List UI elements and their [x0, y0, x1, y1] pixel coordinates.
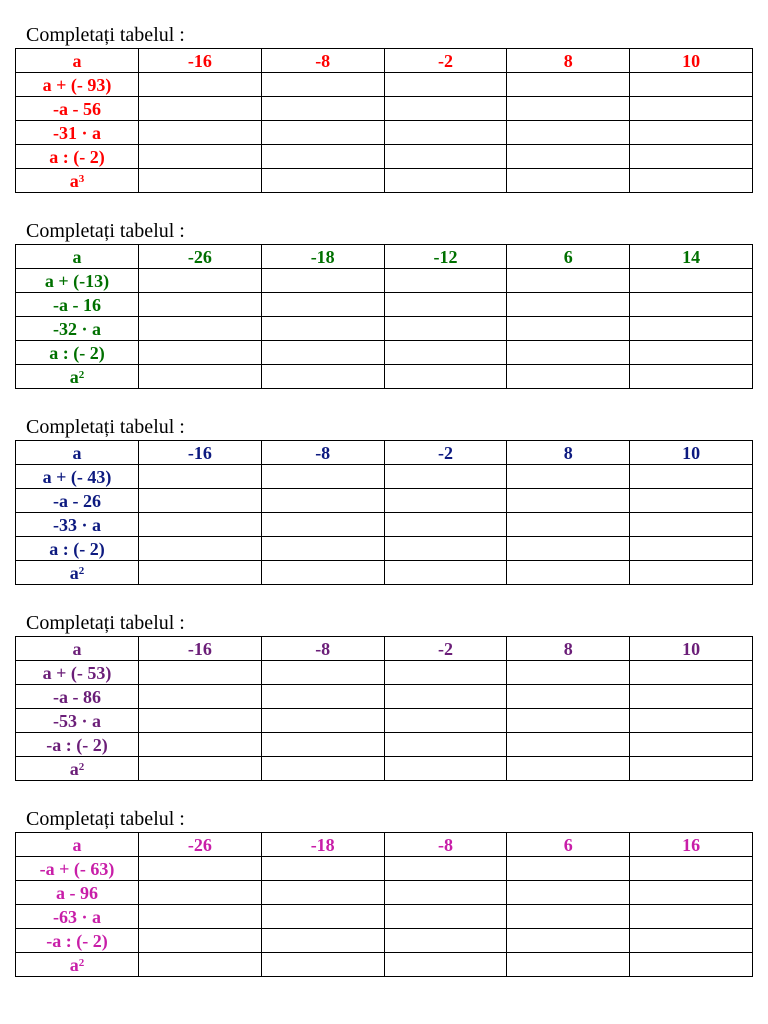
answer-cell[interactable]	[384, 97, 507, 121]
answer-cell[interactable]	[384, 489, 507, 513]
answer-cell[interactable]	[507, 293, 630, 317]
answer-cell[interactable]	[507, 537, 630, 561]
answer-cell[interactable]	[139, 121, 262, 145]
answer-cell[interactable]	[139, 341, 262, 365]
expression-text: -32 · a	[53, 318, 101, 339]
expression-text: -31 · a	[53, 122, 101, 143]
answer-cell[interactable]	[507, 317, 630, 341]
expression-text: -a - 16	[53, 294, 101, 315]
exercise-block	[15, 612, 752, 781]
exponent: 2	[78, 956, 85, 969]
expression-text: a	[69, 758, 79, 779]
answer-cell[interactable]	[139, 317, 262, 341]
answer-cell[interactable]	[261, 561, 384, 585]
header-value-cell: 10	[630, 49, 753, 73]
exponent: 2	[78, 564, 85, 577]
exercise-title: Completați tabelul :	[26, 220, 185, 242]
answer-cell[interactable]	[139, 513, 262, 537]
table-row	[16, 489, 753, 513]
header-value-cell: 6	[507, 833, 630, 857]
exercise-block	[15, 808, 752, 977]
exercise-block	[15, 416, 752, 585]
answer-cell[interactable]	[139, 661, 262, 685]
answer-cell[interactable]	[384, 661, 507, 685]
expression-cell	[16, 757, 139, 781]
answer-cell[interactable]	[139, 73, 262, 97]
answer-cell[interactable]	[384, 857, 507, 881]
expression-cell	[16, 685, 139, 709]
table-row	[16, 97, 753, 121]
answer-cell[interactable]	[139, 465, 262, 489]
answer-cell[interactable]	[507, 661, 630, 685]
answer-cell[interactable]	[384, 341, 507, 365]
answer-cell[interactable]	[630, 881, 753, 905]
expression-text: a	[69, 562, 79, 583]
answer-cell[interactable]	[630, 685, 753, 709]
table-header-row	[16, 245, 753, 269]
expression-text: a : (- 2)	[49, 342, 105, 363]
answer-cell[interactable]	[139, 365, 262, 389]
table-row	[16, 881, 753, 905]
answer-cell[interactable]	[261, 953, 384, 977]
exercise-title: Completați tabelul :	[26, 612, 185, 634]
answer-cell[interactable]	[630, 73, 753, 97]
expression-cell	[16, 73, 139, 97]
answer-cell[interactable]	[507, 929, 630, 953]
answer-cell[interactable]	[139, 685, 262, 709]
table-row	[16, 145, 753, 169]
expression-cell	[16, 929, 139, 953]
answer-cell[interactable]	[139, 953, 262, 977]
answer-cell[interactable]	[630, 465, 753, 489]
answer-cell[interactable]	[139, 537, 262, 561]
exponent: 3	[78, 172, 85, 185]
answer-cell[interactable]	[261, 341, 384, 365]
answer-cell[interactable]	[261, 73, 384, 97]
table-row	[16, 293, 753, 317]
answer-cell[interactable]	[507, 489, 630, 513]
expression-text: a : (- 2)	[49, 538, 105, 559]
answer-cell[interactable]	[630, 341, 753, 365]
answer-cell[interactable]	[507, 73, 630, 97]
header-value-cell: -16	[139, 441, 262, 465]
answer-cell[interactable]	[630, 293, 753, 317]
answer-cell[interactable]	[261, 881, 384, 905]
expression-cell	[16, 121, 139, 145]
answer-cell[interactable]	[630, 733, 753, 757]
exercise-title: Completați tabelul :	[26, 24, 185, 46]
expression-cell	[16, 317, 139, 341]
exercise-title: Completați tabelul :	[26, 416, 185, 438]
table-row	[16, 121, 753, 145]
answer-cell[interactable]	[384, 145, 507, 169]
expression-text: a + (- 93)	[42, 74, 112, 95]
expression-cell	[16, 537, 139, 561]
header-value-cell: -26	[139, 245, 262, 269]
header-value-cell: -2	[384, 441, 507, 465]
answer-cell[interactable]	[507, 269, 630, 293]
table-row	[16, 929, 753, 953]
expression-cell	[16, 293, 139, 317]
answer-cell[interactable]	[384, 269, 507, 293]
exercise-table	[15, 440, 753, 585]
answer-cell[interactable]	[630, 97, 753, 121]
exercise-table	[15, 48, 753, 193]
header-value-cell: 8	[507, 49, 630, 73]
answer-cell[interactable]	[139, 293, 262, 317]
table-row	[16, 465, 753, 489]
answer-cell[interactable]	[384, 365, 507, 389]
table-row	[16, 953, 753, 977]
answer-cell[interactable]	[630, 365, 753, 389]
exercise-block	[15, 24, 752, 193]
answer-cell[interactable]	[261, 537, 384, 561]
answer-cell[interactable]	[261, 169, 384, 193]
answer-cell[interactable]	[139, 757, 262, 781]
answer-cell[interactable]	[384, 953, 507, 977]
expression-cell	[16, 269, 139, 293]
header-label-cell: a	[16, 833, 139, 857]
answer-cell[interactable]	[261, 317, 384, 341]
answer-cell[interactable]	[139, 97, 262, 121]
answer-cell[interactable]	[507, 465, 630, 489]
answer-cell[interactable]	[384, 685, 507, 709]
answer-cell[interactable]	[139, 881, 262, 905]
table-row	[16, 513, 753, 537]
answer-cell[interactable]	[507, 365, 630, 389]
expression-text: -53 · a	[53, 710, 101, 731]
answer-cell[interactable]	[139, 929, 262, 953]
answer-cell[interactable]	[507, 905, 630, 929]
answer-cell[interactable]	[261, 905, 384, 929]
table-row	[16, 537, 753, 561]
header-value-cell: -2	[384, 637, 507, 661]
answer-cell[interactable]	[384, 709, 507, 733]
answer-cell[interactable]	[384, 561, 507, 585]
answer-cell[interactable]	[384, 733, 507, 757]
answer-cell[interactable]	[139, 857, 262, 881]
expression-cell	[16, 465, 139, 489]
answer-cell[interactable]	[384, 881, 507, 905]
answer-cell[interactable]	[261, 757, 384, 781]
header-value-cell: 10	[630, 637, 753, 661]
answer-cell[interactable]	[630, 661, 753, 685]
table-header-row	[16, 441, 753, 465]
answer-cell[interactable]	[139, 145, 262, 169]
answer-cell[interactable]	[507, 561, 630, 585]
header-value-cell: 10	[630, 441, 753, 465]
expression-text: -a + (- 63)	[39, 858, 115, 879]
exponent: 2	[78, 368, 85, 381]
answer-cell[interactable]	[261, 489, 384, 513]
answer-cell[interactable]	[630, 269, 753, 293]
answer-cell[interactable]	[507, 857, 630, 881]
header-label-cell: a	[16, 245, 139, 269]
answer-cell[interactable]	[507, 709, 630, 733]
expression-cell	[16, 905, 139, 929]
answer-cell[interactable]	[630, 513, 753, 537]
answer-cell[interactable]	[261, 929, 384, 953]
table-row	[16, 169, 753, 193]
answer-cell[interactable]	[384, 465, 507, 489]
expression-text: a + (- 43)	[42, 466, 112, 487]
header-value-cell: -8	[261, 441, 384, 465]
answer-cell[interactable]	[261, 269, 384, 293]
exercise-title: Completați tabelul :	[26, 808, 185, 830]
answer-cell[interactable]	[630, 953, 753, 977]
expression-text: a : (- 2)	[49, 146, 105, 167]
answer-cell[interactable]	[261, 293, 384, 317]
answer-cell[interactable]	[139, 709, 262, 733]
answer-cell[interactable]	[507, 121, 630, 145]
header-value-cell: 14	[630, 245, 753, 269]
answer-cell[interactable]	[384, 513, 507, 537]
answer-cell[interactable]	[630, 905, 753, 929]
expression-cell	[16, 661, 139, 685]
table-row	[16, 857, 753, 881]
exercise-block	[15, 220, 752, 389]
table-header-row	[16, 49, 753, 73]
answer-cell[interactable]	[507, 169, 630, 193]
table-header-row	[16, 833, 753, 857]
header-label-cell: a	[16, 49, 139, 73]
answer-cell[interactable]	[630, 169, 753, 193]
expression-cell	[16, 489, 139, 513]
expression-cell	[16, 97, 139, 121]
answer-cell[interactable]	[384, 73, 507, 97]
answer-cell[interactable]	[261, 857, 384, 881]
table-row	[16, 561, 753, 585]
header-value-cell: -8	[384, 833, 507, 857]
answer-cell[interactable]	[139, 169, 262, 193]
header-value-cell: 8	[507, 637, 630, 661]
answer-cell[interactable]	[507, 97, 630, 121]
answer-cell[interactable]	[261, 709, 384, 733]
answer-cell[interactable]	[384, 169, 507, 193]
header-value-cell: -18	[261, 245, 384, 269]
expression-text: -33 · a	[53, 514, 101, 535]
expression-text: -a - 56	[53, 98, 101, 119]
header-value-cell: -16	[139, 49, 262, 73]
header-value-cell: -8	[261, 637, 384, 661]
header-value-cell: -18	[261, 833, 384, 857]
expression-cell	[16, 561, 139, 585]
header-label-cell: a	[16, 637, 139, 661]
answer-cell[interactable]	[384, 537, 507, 561]
table-row	[16, 365, 753, 389]
answer-cell[interactable]	[630, 857, 753, 881]
expression-text: -a : (- 2)	[46, 930, 108, 951]
answer-cell[interactable]	[384, 757, 507, 781]
answer-cell[interactable]	[507, 757, 630, 781]
answer-cell[interactable]	[261, 685, 384, 709]
answer-cell[interactable]	[630, 709, 753, 733]
expression-text: a - 96	[56, 882, 98, 903]
table-row	[16, 341, 753, 365]
answer-cell[interactable]	[630, 929, 753, 953]
header-value-cell: 8	[507, 441, 630, 465]
header-value-cell: -16	[139, 637, 262, 661]
header-value-cell: -12	[384, 245, 507, 269]
expression-cell	[16, 709, 139, 733]
table-row	[16, 73, 753, 97]
answer-cell[interactable]	[630, 121, 753, 145]
exercise-table	[15, 244, 753, 389]
answer-cell[interactable]	[507, 685, 630, 709]
answer-cell[interactable]	[507, 953, 630, 977]
expression-text: -63 · a	[53, 906, 101, 927]
header-value-cell: -26	[139, 833, 262, 857]
expression-cell	[16, 881, 139, 905]
answer-cell[interactable]	[139, 733, 262, 757]
exercise-table	[15, 832, 753, 977]
expression-text: -a - 86	[53, 686, 101, 707]
answer-cell[interactable]	[261, 97, 384, 121]
header-value-cell: -8	[261, 49, 384, 73]
expression-text: a + (- 53)	[42, 662, 112, 683]
exercise-table	[15, 636, 753, 781]
expression-cell	[16, 365, 139, 389]
answer-cell[interactable]	[139, 269, 262, 293]
answer-cell[interactable]	[261, 513, 384, 537]
answer-cell[interactable]	[139, 489, 262, 513]
expression-text: -a : (- 2)	[46, 734, 108, 755]
header-value-cell: -2	[384, 49, 507, 73]
expression-cell	[16, 953, 139, 977]
answer-cell[interactable]	[630, 145, 753, 169]
expression-cell	[16, 169, 139, 193]
table-row	[16, 661, 753, 685]
answer-cell[interactable]	[261, 145, 384, 169]
expression-text: a	[69, 366, 79, 387]
table-row	[16, 317, 753, 341]
answer-cell[interactable]	[261, 121, 384, 145]
answer-cell[interactable]	[261, 661, 384, 685]
answer-cell[interactable]	[630, 537, 753, 561]
expression-cell	[16, 145, 139, 169]
answer-cell[interactable]	[630, 489, 753, 513]
answer-cell[interactable]	[384, 929, 507, 953]
answer-cell[interactable]	[630, 317, 753, 341]
table-row	[16, 685, 753, 709]
answer-cell[interactable]	[139, 905, 262, 929]
answer-cell[interactable]	[139, 561, 262, 585]
header-value-cell: 16	[630, 833, 753, 857]
table-row	[16, 757, 753, 781]
table-row	[16, 269, 753, 293]
expression-cell	[16, 341, 139, 365]
answer-cell[interactable]	[507, 513, 630, 537]
table-row	[16, 709, 753, 733]
answer-cell[interactable]	[630, 561, 753, 585]
header-label-cell: a	[16, 441, 139, 465]
answer-cell[interactable]	[261, 733, 384, 757]
answer-cell[interactable]	[507, 145, 630, 169]
header-value-cell: 6	[507, 245, 630, 269]
table-row	[16, 905, 753, 929]
answer-cell[interactable]	[261, 465, 384, 489]
table-row	[16, 733, 753, 757]
answer-cell[interactable]	[507, 341, 630, 365]
expression-text: a	[69, 954, 79, 975]
expression-cell	[16, 513, 139, 537]
table-header-row	[16, 637, 753, 661]
expression-text: a + (-13)	[44, 270, 110, 291]
answer-cell[interactable]	[384, 121, 507, 145]
answer-cell[interactable]	[261, 365, 384, 389]
answer-cell[interactable]	[630, 757, 753, 781]
answer-cell[interactable]	[507, 881, 630, 905]
expression-text: -a - 26	[53, 490, 101, 511]
answer-cell[interactable]	[507, 733, 630, 757]
answer-cell[interactable]	[384, 317, 507, 341]
expression-cell	[16, 857, 139, 881]
expression-cell	[16, 733, 139, 757]
exponent: 2	[78, 760, 85, 773]
expression-text: a	[69, 170, 79, 191]
answer-cell[interactable]	[384, 905, 507, 929]
answer-cell[interactable]	[384, 293, 507, 317]
